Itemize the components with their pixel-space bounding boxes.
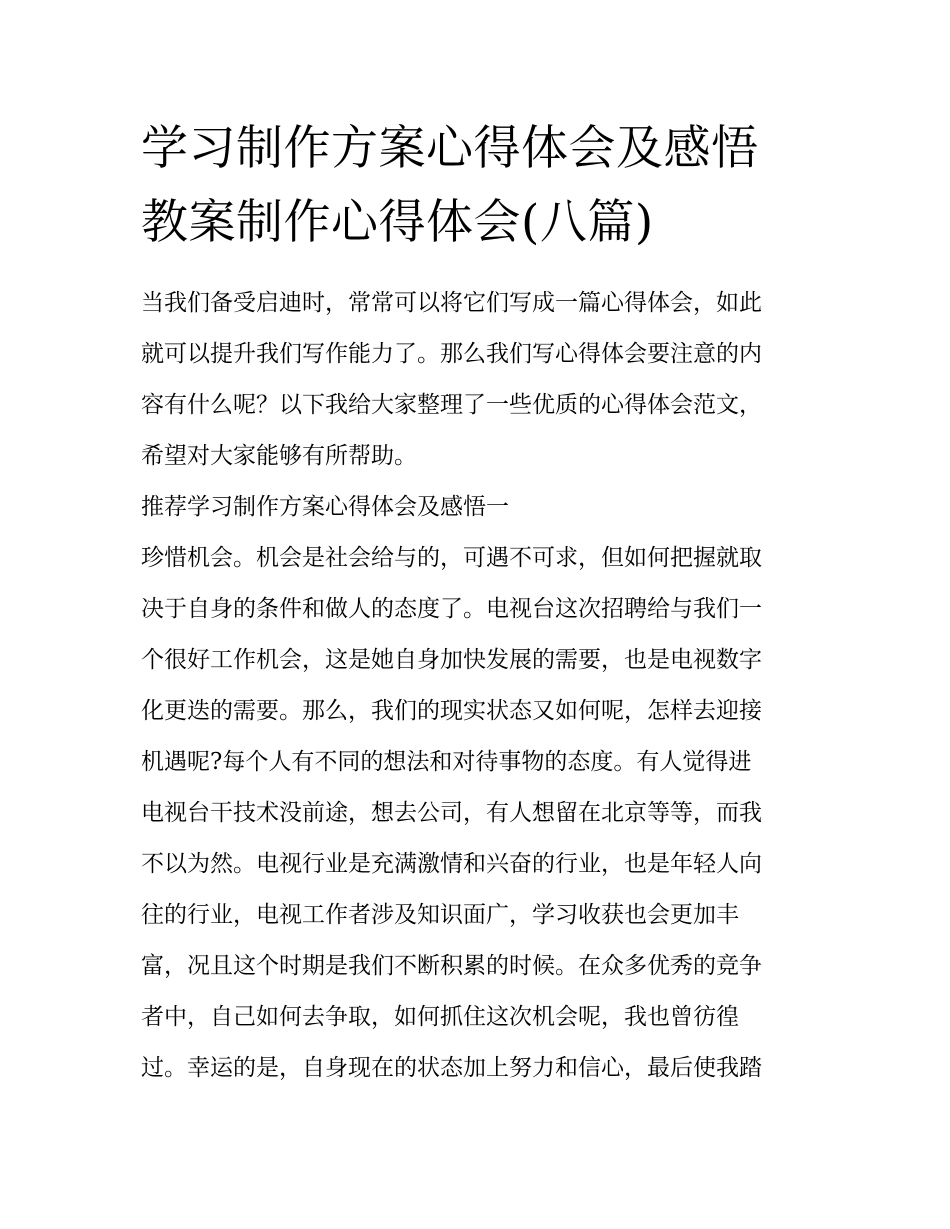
intro-line: 容有什么呢？以下我给大家整理了一些优质的心得体会范文， [141,392,762,418]
title-line-2: 教案制作心得体会(八篇) [141,195,654,250]
intro-paragraph [141,278,821,482]
body-line: 者中，自己如何去争取，如何抓住这次机会呢，我也曾彷徨 [141,1004,739,1030]
body-line: 决于自身的条件和做人的态度了。电视台这次招聘给与我们一 [141,596,762,622]
section-body-paragraph [141,533,821,1094]
body-line: 珍惜机会。机会是社会给与的，可遇不可求，但如何把握就取 [141,545,762,571]
body-line: 过。幸运的是，自身现在的状态加上努力和信心，最后使我踏 [141,1055,762,1081]
body-line: 往的行业，电视工作者涉及知识面广，学习收获也会更加丰 [141,902,739,928]
document-title [141,112,821,260]
title-line-1: 学习制作方案心得体会及感悟 [141,121,759,176]
body-line: 富，况且这个时期是我们不断积累的时候。在众多优秀的竞争 [141,953,762,979]
body-line: 化更迭的需要。那么，我们的现实状态又如何呢，怎样去迎接 [141,698,762,724]
intro-line: 当我们备受启迪时，常常可以将它们写成一篇心得体会，如此 [141,290,762,316]
document-content [141,112,821,1094]
body-line: 不以为然。电视行业是充满激情和兴奋的行业，也是年轻人向 [141,851,762,877]
body-line: 个很好工作机会，这是她自身加快发展的需要，也是电视数字 [141,647,762,673]
intro-line: 就可以提升我们写作能力了。那么我们写心得体会要注意的内 [141,341,762,367]
intro-line: 希望对大家能够有所帮助。 [141,443,417,469]
section-heading: 推荐学习制作方案心得体会及感悟一 [141,494,509,520]
body-line: 电视台干技术没前途，想去公司，有人想留在北京等等，而我 [141,800,762,826]
body-line: 机遇呢?每个人有不同的想法和对待事物的态度。有人觉得进 [141,749,752,775]
